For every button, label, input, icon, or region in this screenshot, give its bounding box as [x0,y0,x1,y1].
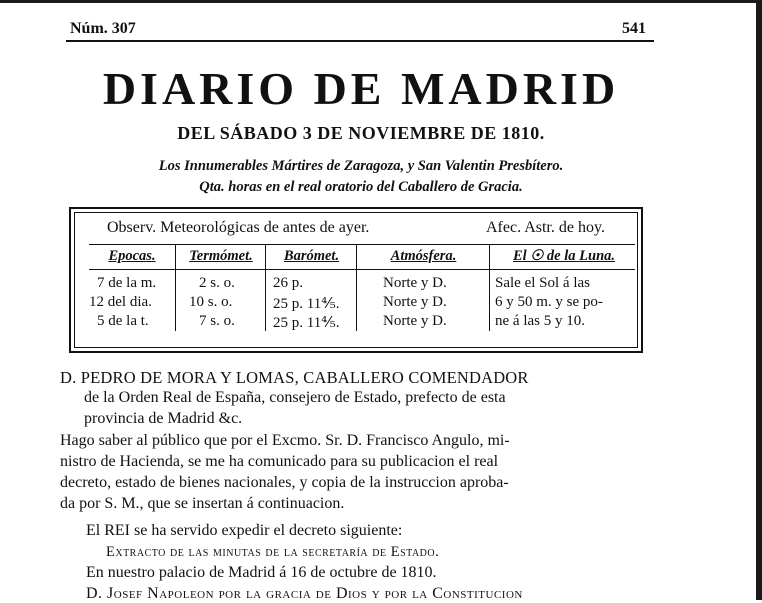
scan-border-right [756,0,762,600]
column-divider [489,245,490,331]
column-header-atmosfera: Atmósfera. [390,248,457,264]
decree-line: nistro de Hacienda, se me ha comunicado para su publicacion el real [60,453,499,470]
time-cell: 12 del dia. [89,294,152,310]
column-header-luna: El ☉ de la Luna. [512,248,616,264]
astro-cell: 6 y 50 m. y se po- [495,294,603,310]
weather-table [69,207,643,353]
decree-line: da por S. M., que se insertan á continuacion. [60,495,345,512]
saints-of-day [64,156,658,198]
column-header-epocas: Epocas. [108,248,156,264]
issue-date: DEL SÁBADO 3 DE NOVIEMBRE DE 1810. [177,123,545,143]
atmosphere-cell: Norte y D. [383,294,447,310]
barometer-cell: 25 p. 11⅘. [273,296,340,312]
decree-line: decreto, estado de bienes nacionales, y copia de la instruccion aproba- [60,474,509,491]
decree-line: D. Josef Napoleon por la gracia de Dios y por la Constitucion [86,585,523,602]
table-rule [89,269,635,270]
thermometer-cell: 2 s. o. [199,275,235,291]
header-rule [66,40,654,42]
decree-line: El REI se ha servido expedir el decreto siguiente: [86,522,403,539]
decree-line: Extracto de las minutas de la secretaría de Estado. [106,544,440,560]
decree-line: de la Orden Real de España, consejero de Estado, prefecto de esta [84,389,506,406]
astro-heading: Afec. Astr. de hoy. [486,219,605,236]
astro-cell: Sale el Sol á las [495,275,590,291]
decree-line: En nuestro palacio de Madrid á 16 de octubre de 1810. [86,564,437,581]
issue-number: Núm. 307 [70,20,136,37]
atmosphere-cell: Norte y D. [383,275,447,291]
page-number: 541 [622,20,646,37]
observations-heading: Observ. Meteorológicas de antes de ayer. [107,219,370,236]
decree-line: provincia de Madrid &c. [84,410,243,427]
astro-cell: ne á las 5 y 10. [495,313,585,329]
newspaper-title: DIARIO DE MADRID [102,63,620,114]
thermometer-cell: 7 s. o. [199,313,235,329]
saints-line: Qta. horas en el real oratorio del Caballero de Gracia. [199,179,523,195]
column-divider [265,245,266,331]
saints-line: Los Innumerables Mártires de Zaragoza, y San Valentin Presbítero. [158,158,564,174]
column-header-barometro: Barómet. [283,248,340,264]
column-divider [356,245,357,331]
table-rule [89,244,635,245]
barometer-cell: 26 p. [273,275,303,291]
time-cell: 7 de la m. [97,275,157,291]
decree-line: Hago saber al público que por el Excmo. Sr. D. Francisco Angulo, mi- [60,432,510,449]
atmosphere-cell: Norte y D. [383,313,447,329]
thermometer-cell: 10 s. o. [189,294,233,310]
column-divider [175,245,176,331]
decree-line: D. PEDRO DE MORA Y LOMAS, CABALLERO COMENDADOR [60,368,529,387]
scan-border-top [0,0,762,3]
column-header-termometro: Termómet. [189,248,253,264]
barometer-cell: 25 p. 11⅘. [273,315,340,331]
time-cell: 5 de la t. [97,313,149,329]
